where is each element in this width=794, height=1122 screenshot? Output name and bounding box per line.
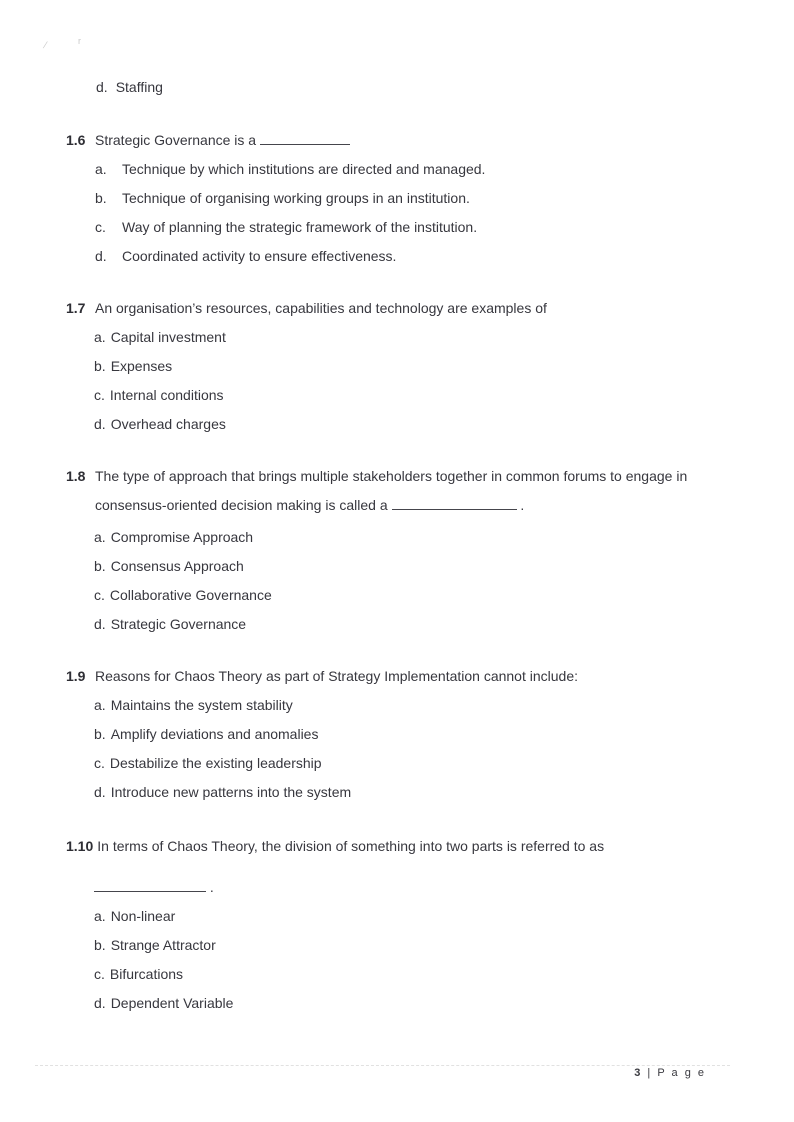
option-letter: d. [94,784,106,800]
blank-answer-row [66,873,726,902]
question-text: An organisation’s resources, capabilities and technology are examples of [95,300,547,316]
options-list [66,691,726,807]
question-text [95,126,726,155]
question-number: 1.9 [66,668,86,684]
page-content [66,73,726,1018]
option-text: Expenses [110,358,173,374]
blank-line [260,132,350,145]
question-1-10 [66,832,726,1018]
question-text: In terms of Chaos Theory, the division of something into two parts is referred to as [97,838,605,854]
option-row [66,213,726,242]
option-text: Collaborative Governance [109,587,272,603]
option-letter: a. [94,697,106,713]
option-letter: a. [94,529,106,545]
option-text: Dependent Variable [110,995,234,1011]
question-number: 1.10 [66,838,94,854]
option-row [66,581,726,610]
option-row [66,691,726,720]
question-number: 1.8 [66,468,86,484]
option-row [66,242,726,271]
option-text: Overhead charges [110,416,226,432]
option-row [66,749,726,778]
option-letter: d. [95,248,107,264]
option-row [66,410,726,439]
option-text: Strategic Governance [110,616,247,632]
option-letter: c. [94,387,105,403]
option-letter: c. [94,966,105,982]
question-heading [66,462,726,520]
option-text: Amplify deviations and anomalies [110,726,319,742]
option-row [66,381,726,410]
footer-separator: | [647,1067,653,1079]
option-row [66,352,726,381]
option-text: Destabilize the existing leadership [109,755,322,771]
page-number: 3 [634,1067,643,1079]
option-text: Consensus Approach [110,558,244,574]
option-letter: a. [95,161,107,177]
option-text: Non-linear [110,908,176,924]
blank-suffix: . [209,879,214,895]
option-letter: b. [94,937,106,953]
option-text: Way of planning the strategic framework of the institution. [122,219,478,235]
option-letter: d. [94,995,106,1011]
question-heading [66,832,726,861]
option-letter: b. [94,726,106,742]
question-text-content: The type of approach that brings multiple stakeholders together in common forums to engage in consensus-oriented decision making is called a [95,468,688,513]
question-1-8 [66,462,726,639]
option-letter: d. [94,416,106,432]
option-text: Coordinated activity to ensure effectiveness. [122,248,397,264]
question-number: 1.7 [66,300,86,316]
option-text: Compromise Approach [110,529,254,545]
option-letter: c. [94,587,105,603]
option-row [66,155,726,184]
option-letter: c. [94,755,105,771]
option-text: Staffing [115,79,163,95]
option-text: Maintains the system stability [110,697,293,713]
question-1-7 [66,294,726,439]
option-row [66,931,726,960]
option-text: Technique by which institutions are directed and managed. [122,161,486,177]
option-letter: b. [94,558,106,574]
option-row [66,720,726,749]
option-letter: d. [94,616,106,632]
scan-artifact-mark: r [78,36,81,46]
option-row [66,989,726,1018]
option-text: Capital investment [110,329,226,345]
option-row [66,610,726,639]
option-row [66,523,726,552]
option-row [66,323,726,352]
option-row [66,778,726,807]
scan-artifact-mark: / [42,40,49,50]
options-list [66,155,726,271]
question-1-6 [66,126,726,271]
option-text: Strange Attractor [110,937,216,953]
question-heading [66,662,726,691]
blank-suffix: . [520,497,525,513]
page-footer [634,1067,706,1079]
option-text: Technique of organising working groups in an institution. [122,190,470,206]
question-text: Reasons for Chaos Theory as part of Strategy Implementation cannot include: [95,668,579,684]
option-row [66,902,726,931]
option-letter: b. [95,190,107,206]
options-list [66,323,726,439]
option-row [66,184,726,213]
blank-line [392,497,517,510]
footer-divider [35,1065,730,1066]
options-list [66,523,726,639]
question-text [95,462,726,520]
option-row [66,73,726,102]
option-letter: a. [94,908,106,924]
footer-page-word: P a g e [657,1067,706,1079]
question-heading [66,126,726,155]
options-list [66,902,726,1018]
option-row [66,960,726,989]
option-letter: c. [95,219,106,235]
question-1-9 [66,662,726,807]
option-letter: a. [94,329,106,345]
option-text: Internal conditions [109,387,224,403]
blank-line [94,879,206,892]
question-number: 1.6 [66,132,86,148]
option-letter: b. [94,358,106,374]
option-letter: d. [96,79,108,95]
question-heading [66,294,726,323]
question-text-content: Strategic Governance is a [95,132,257,148]
option-text: Bifurcations [109,966,184,982]
option-row [66,552,726,581]
option-text: Introduce new patterns into the system [110,784,352,800]
